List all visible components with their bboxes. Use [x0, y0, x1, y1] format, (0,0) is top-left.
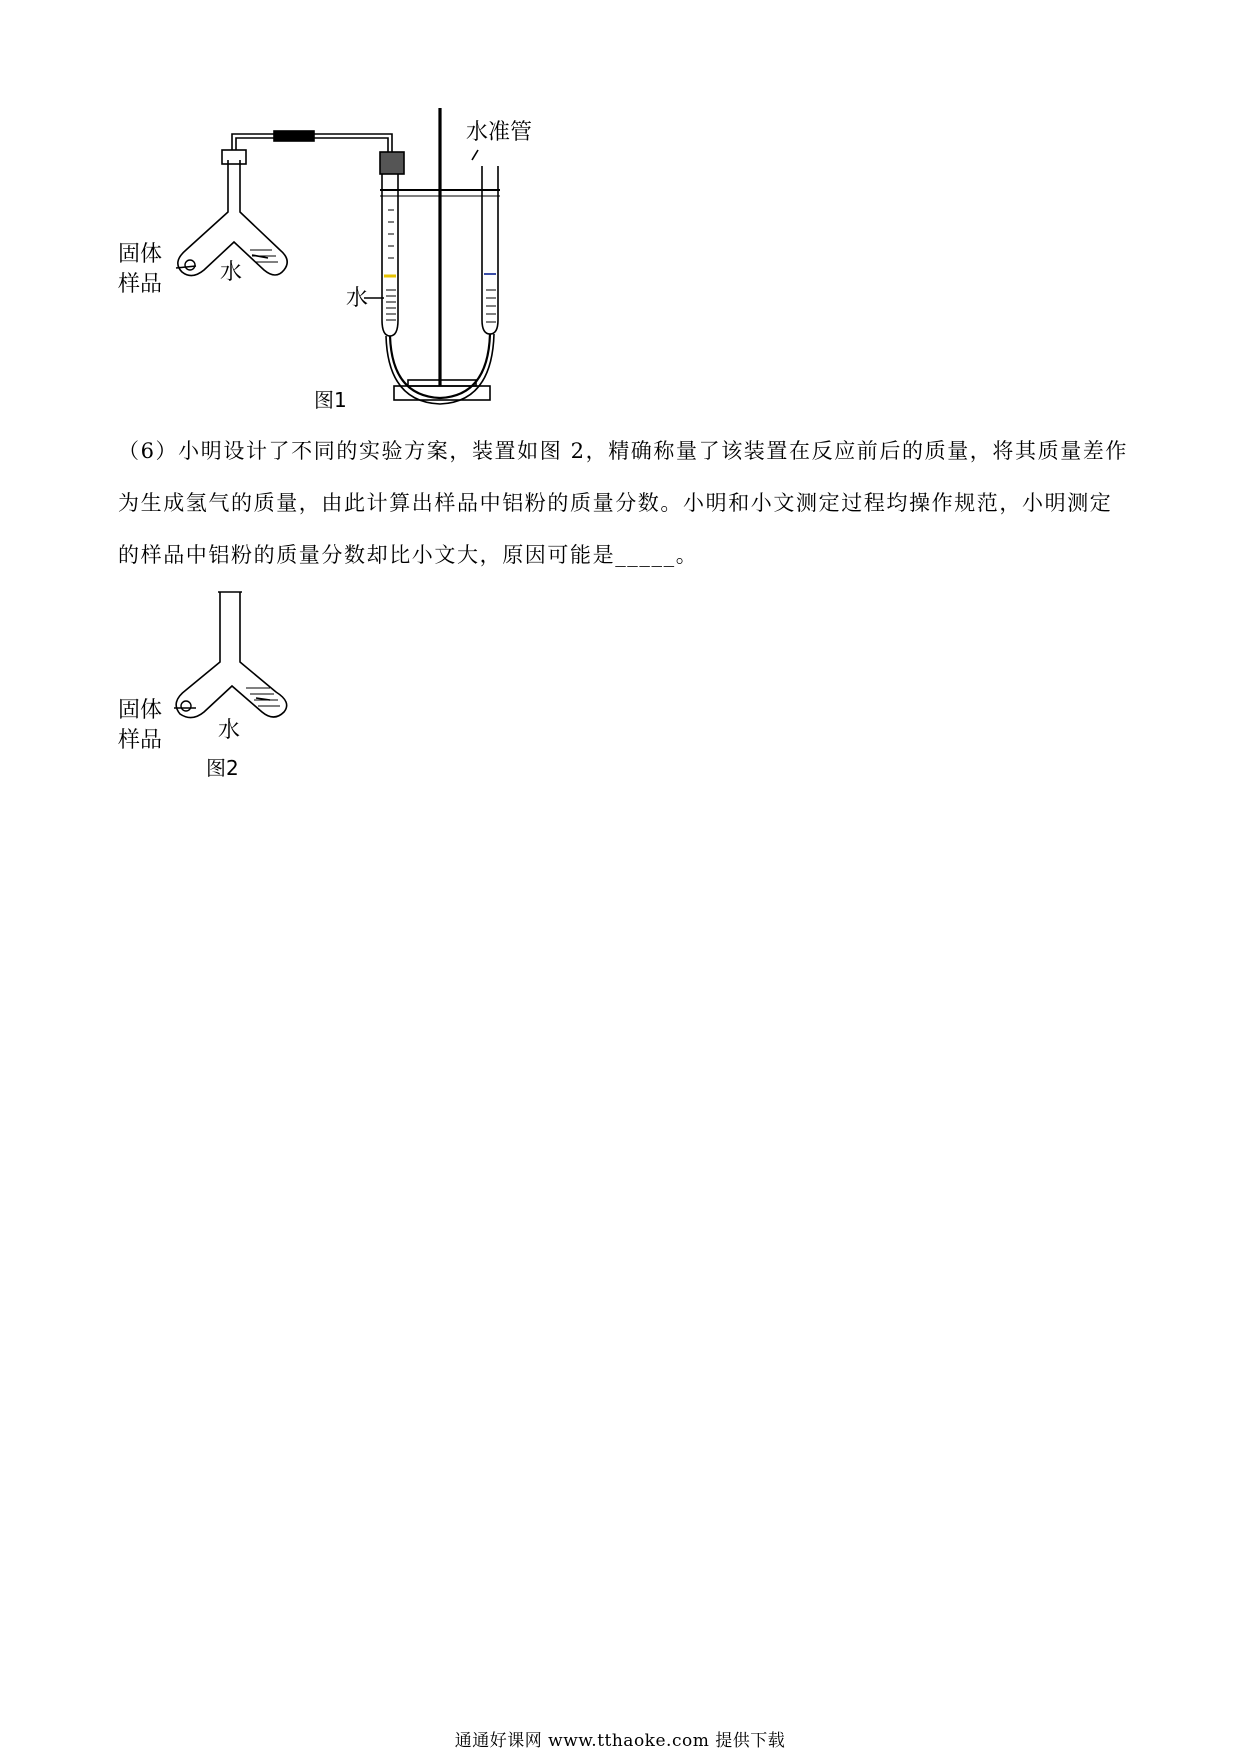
- figure-2: [0, 580, 320, 780]
- figure-1-caption: 图1: [314, 388, 347, 412]
- label-water-burette-1: 水: [346, 286, 369, 311]
- label-solid-sample-1a: 固体: [118, 242, 163, 267]
- question-6-text: （6）小明设计了不同的实验方案，装置如图 2，精确称量了该装置在反应前后的质量，将其质量差作为生成氢气的质量，由此计算出样品中铝粉的质量分数。小明和小文测定过程均操作规范，小明测定的样品中铝粉的质量分数却比小文大，原因可能是_____。: [118, 439, 1128, 567]
- label-solid-sample-2a: 固体: [118, 698, 163, 723]
- label-solid-sample-2b: 样品: [118, 728, 163, 753]
- figure-2-caption: 图2: [206, 756, 239, 780]
- label-water-2: 水: [218, 718, 241, 743]
- label-level-tube: 水准管: [466, 120, 533, 145]
- label-solid-sample-1b: 样品: [118, 272, 163, 297]
- apparatus-diagram-1: [0, 0, 560, 420]
- label-water-left-1: 水: [220, 260, 243, 285]
- page-footer: 通通好课网 www.tthaoke.com 提供下载: [454, 1731, 786, 1751]
- figure-1: [0, 0, 560, 420]
